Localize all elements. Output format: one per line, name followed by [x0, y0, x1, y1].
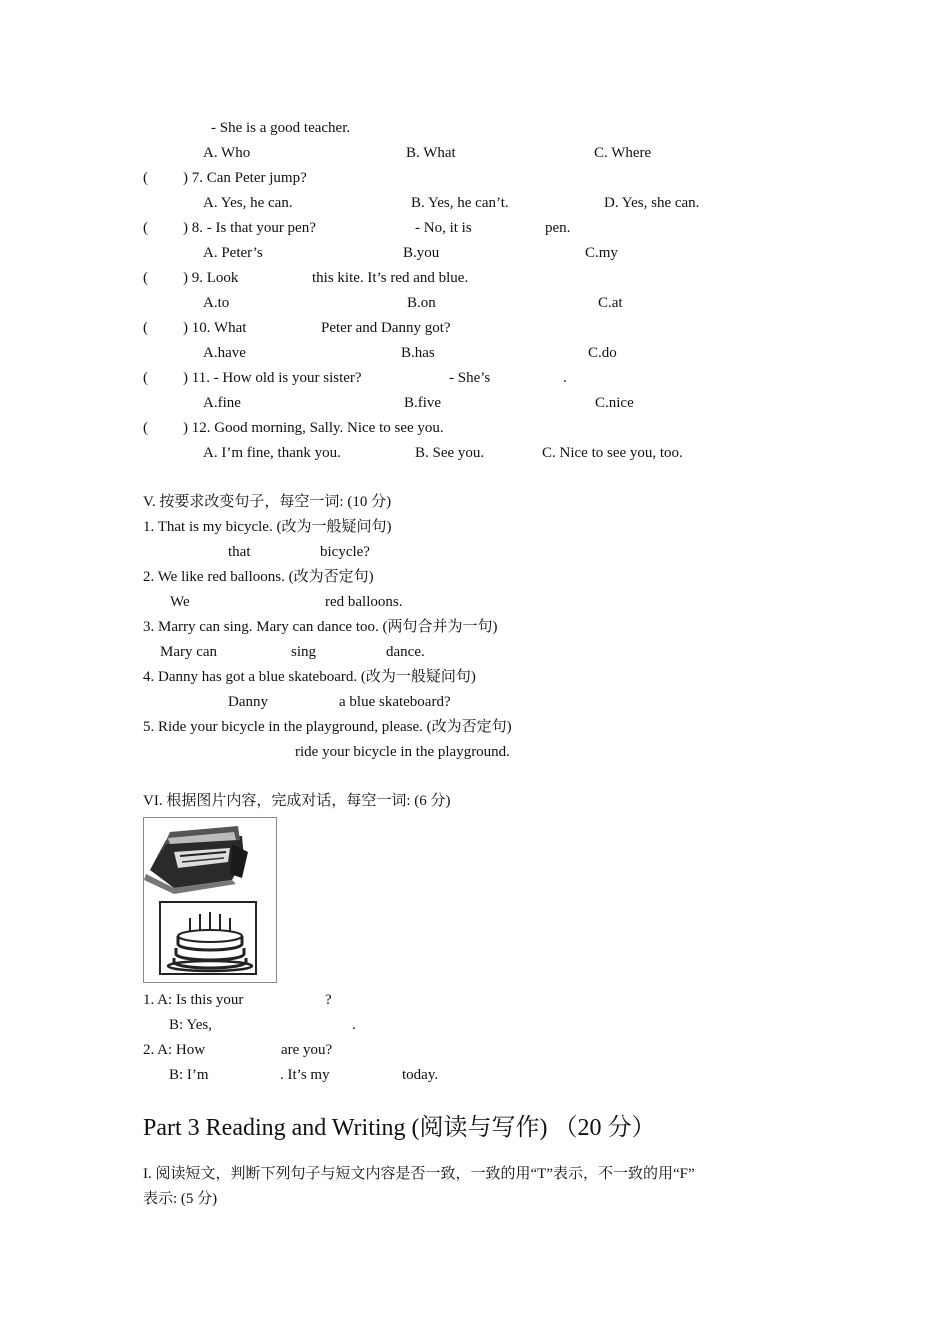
section5-item-2-blank-a: We — [170, 594, 190, 610]
section6-dialog-2b-mid: . It’s my — [280, 1067, 330, 1083]
part3-instruction-line-2: 表示: (5 分) — [143, 1191, 218, 1207]
section5-item-2: 2. We like red balloons. (改为否定句) — [143, 569, 374, 585]
part3-title: Part 3 Reading and Writing (阅读与写作) （20 分） — [143, 1115, 656, 1141]
pencil-case-and-cake-illustration — [144, 818, 276, 982]
q6-option-c: C. Where — [594, 145, 652, 161]
q9-question-end: this kite. It’s red and blue. — [312, 270, 469, 286]
section5-item-3: 3. Marry can sing. Mary can dance too. (两句合并为一句) — [143, 619, 498, 635]
section5-item-4: 4. Danny has got a blue skateboard. (改为一般疑问句) — [143, 669, 476, 685]
q6-answer-line: - She is a good teacher. — [211, 120, 351, 136]
q10-option-c: C.do — [588, 345, 617, 361]
q12-option-c: C. Nice to see you, too. — [542, 445, 683, 461]
q7-option-a: A. Yes, he can. — [203, 195, 293, 211]
section5-heading: V. 按要求改变句子，每空一词: (10 分) — [143, 494, 392, 510]
q9-answer-paren: ( — [143, 270, 148, 286]
q6-option-a: A. Who — [203, 145, 251, 161]
q11-option-b: B.five — [404, 395, 442, 411]
section5-item-5: 5. Ride your bicycle in the playground, please. (改为否定句) — [143, 719, 512, 735]
section6-dialog-1a: 1. A: Is this your — [143, 992, 244, 1008]
section5-item-4-blank-b: a blue skateboard? — [339, 694, 451, 710]
section6-dialog-1a-end: ? — [325, 992, 332, 1008]
section6-dialog-2b-end: today. — [402, 1067, 439, 1083]
section5-item-1-blank-b: bicycle? — [320, 544, 370, 560]
section5-item-3-blank-b: sing — [291, 644, 317, 660]
q10-answer-paren: ( — [143, 320, 148, 336]
section5-item-3-blank-c: dance. — [386, 644, 425, 660]
section5-item-4-blank-a: Danny — [228, 694, 268, 710]
section5-item-3-blank-a: Mary can — [160, 644, 218, 660]
q8-option-b: B.you — [403, 245, 440, 261]
q8-question-mid: - No, it is — [415, 220, 472, 236]
q6-option-b: B. What — [406, 145, 456, 161]
q12-question: ) 12. Good morning, Sally. Nice to see you. — [183, 420, 444, 436]
section5-item-1: 1. That is my bicycle. (改为一般疑问句) — [143, 519, 392, 535]
q9-option-b: B.on — [407, 295, 436, 311]
section6-heading: VI. 根据图片内容，完成对话，每空一词: (6 分) — [143, 793, 451, 809]
section5-item-2-blank-b: red balloons. — [325, 594, 403, 610]
q12-answer-paren: ( — [143, 420, 148, 436]
q10-option-a: A.have — [203, 345, 246, 361]
part3-instruction-line-1: I. 阅读短文，判断下列句子与短文内容是否一致，一致的用“T”表示，不一致的用“F” — [143, 1166, 695, 1182]
q11-option-c: C.nice — [595, 395, 634, 411]
q8-question: ) 8. - Is that your pen? — [183, 220, 316, 236]
q11-question-end: . — [563, 370, 567, 386]
picture-panel — [143, 817, 277, 983]
q10-question-end: Peter and Danny got? — [321, 320, 451, 336]
q9-option-c: C.at — [598, 295, 623, 311]
section6-dialog-2a-end: are you? — [281, 1042, 333, 1058]
section6-dialog-1b-end: . — [352, 1017, 356, 1033]
q11-question: ) 11. - How old is your sister? — [183, 370, 362, 386]
q9-option-a: A.to — [203, 295, 230, 311]
section5-item-1-blank-a: that — [228, 544, 251, 560]
section6-dialog-1b: B: Yes, — [169, 1017, 212, 1033]
q12-option-b: B. See you. — [415, 445, 485, 461]
q12-option-a: A. I’m fine, thank you. — [203, 445, 341, 461]
section5-item-5-blank-a: ride your bicycle in the playground. — [295, 744, 510, 760]
q7-option-c: D. Yes, she can. — [604, 195, 700, 211]
q10-question: ) 10. What — [183, 320, 247, 336]
section6-dialog-2b: B: I’m — [169, 1067, 209, 1083]
q8-option-a: A. Peter’s — [203, 245, 263, 261]
q7-answer-paren: ( — [143, 170, 148, 186]
birthday-cake-icon — [160, 902, 256, 974]
q11-question-mid: - She’s — [449, 370, 491, 386]
q11-answer-paren: ( — [143, 370, 148, 386]
q9-question: ) 9. Look — [183, 270, 239, 286]
q8-answer-paren: ( — [143, 220, 148, 236]
q8-option-c: C.my — [585, 245, 618, 261]
section6-dialog-2a: 2. A: How — [143, 1042, 206, 1058]
q11-option-a: A.fine — [203, 395, 241, 411]
q7-option-b: B. Yes, he can’t. — [411, 195, 509, 211]
pencil-case-icon — [144, 826, 248, 894]
q8-question-end: pen. — [545, 220, 571, 236]
q10-option-b: B.has — [401, 345, 435, 361]
q7-question: ) 7. Can Peter jump? — [183, 170, 307, 186]
